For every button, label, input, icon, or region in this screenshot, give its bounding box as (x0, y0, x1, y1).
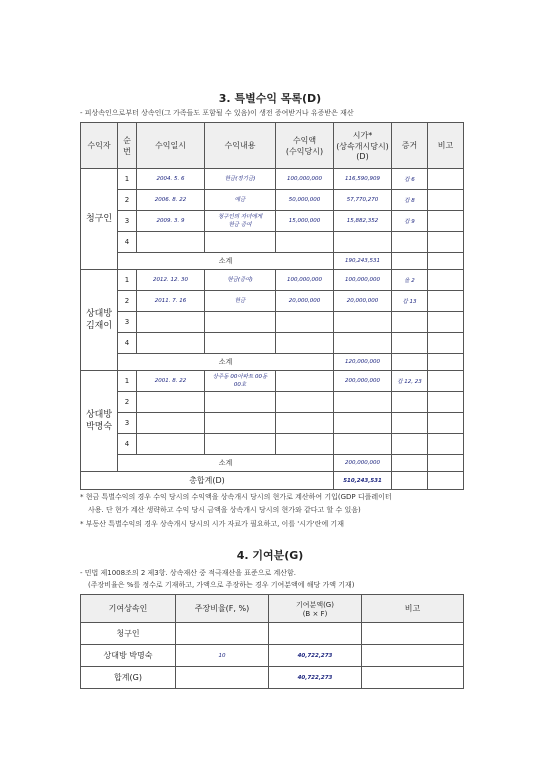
footnote-1a: * 현금 특별수익의 경우 수익 당시의 수익액을 상속개시 당시의 현가로 계산하여 기입(GDP 디플레이터 (80, 493, 392, 501)
row-date (137, 392, 205, 413)
contrib-header-amount: 기여분액(G) (B × F) (269, 595, 362, 623)
contrib-heir: 상대방 박명숙 (81, 645, 176, 667)
contrib-header-remark: 비고 (362, 595, 464, 623)
row-remark (428, 190, 464, 211)
row-seq: 3 (118, 312, 137, 333)
header-evidence: 증거 (392, 123, 428, 169)
row-amount (276, 392, 334, 413)
row-amount: 15,000,000 (276, 211, 334, 232)
row-content: 상주동 00아파트 00동 00호 (205, 371, 276, 392)
row-value: 116,590,909 (334, 169, 392, 190)
row-date (137, 413, 205, 434)
row-amount: 100,000,000 (276, 169, 334, 190)
footnote-2: * 부동산 특별수익의 경우 상속개시 당시의 시가 자료가 필요하고, 이를 '시가'란에 기재 (80, 520, 344, 528)
heir-name: 상대방 박명숙 (81, 371, 118, 472)
table-row (81, 270, 464, 291)
row-seq: 4 (118, 333, 137, 354)
row-seq: 3 (118, 413, 137, 434)
row-value: 100,000,000 (334, 270, 392, 291)
contribution-table (80, 594, 464, 689)
table-row (81, 190, 464, 211)
row-date (137, 434, 205, 455)
table-row (81, 211, 464, 232)
row-date: 2006. 8. 22 (137, 190, 205, 211)
table-row (81, 169, 464, 190)
row-evidence: 을 2 (392, 270, 428, 291)
row-amount: 50,000,000 (276, 190, 334, 211)
row-evidence: 갑 13 (392, 291, 428, 312)
table-row (81, 371, 464, 392)
row-content: 예금 (205, 190, 276, 211)
row-remark (428, 434, 464, 455)
subtotal-value: 190,243,531 (334, 253, 392, 270)
header-seq: 순 번 (118, 123, 137, 169)
subtotal-label: 소계 (118, 455, 334, 472)
row-content (205, 434, 276, 455)
row-value: 200,000,000 (334, 371, 392, 392)
row-seq: 2 (118, 291, 137, 312)
row-remark (428, 392, 464, 413)
row-content (205, 413, 276, 434)
row-amount (276, 232, 334, 253)
section4-note-2: (주장비율은 %를 정수로 기재하고, 가액으로 주장하는 경우 기여분액에 해당 가액 기재) (88, 581, 355, 589)
row-remark (428, 291, 464, 312)
row-value: 20,000,000 (334, 291, 392, 312)
row-value (334, 434, 392, 455)
row-evidence: 갑 9 (392, 211, 428, 232)
subtotal-label: 소계 (118, 354, 334, 371)
row-date (137, 312, 205, 333)
row-evidence: 갑 8 (392, 190, 428, 211)
row-date: 2004. 5. 6 (137, 169, 205, 190)
row-remark (428, 169, 464, 190)
subtotal-row (81, 354, 464, 371)
row-date: 2012. 12. 30 (137, 270, 205, 291)
contrib-total-value: 40,722,273 (269, 667, 362, 689)
row-date: 2009. 3. 9 (137, 211, 205, 232)
total-empty (428, 472, 464, 490)
heir-name: 상대방 김재이 (81, 270, 118, 371)
subtotal-value: 120,000,000 (334, 354, 392, 371)
header-amount: 수익액 (수익당시) (276, 123, 334, 169)
header-date: 수익일시 (137, 123, 205, 169)
contrib-total-label: 합계(G) (81, 667, 176, 689)
row-value: 15,882,352 (334, 211, 392, 232)
contrib-total-ratio (176, 667, 269, 689)
subtotal-empty (428, 455, 464, 472)
section3-title: 3. 특별수익 목록(D) (218, 92, 322, 105)
table-row (81, 392, 464, 413)
subtotal-empty (428, 253, 464, 270)
row-remark (428, 312, 464, 333)
row-date: 2001. 8. 22 (137, 371, 205, 392)
row-content (205, 232, 276, 253)
table-row (81, 434, 464, 455)
table-row (81, 645, 464, 667)
footnote-1b: 사용. 단 현가 계산 생략하고 수익 당시 금액을 상속개시 당시의 현가와 같다고 할 수 있음) (88, 506, 361, 514)
row-content (205, 392, 276, 413)
row-evidence (392, 392, 428, 413)
subtotal-value: 200,000,000 (334, 455, 392, 472)
row-content: 현금(증여) (205, 270, 276, 291)
header-heir: 수익자 (81, 123, 118, 169)
contrib-ratio (176, 623, 269, 645)
subtotal-empty (392, 253, 428, 270)
row-date (137, 333, 205, 354)
row-content: 현금(정기금) (205, 169, 276, 190)
table-row (81, 312, 464, 333)
row-remark (428, 333, 464, 354)
row-seq: 1 (118, 371, 137, 392)
special-income-table (80, 122, 464, 490)
heir-name: 청구인 (81, 169, 118, 270)
row-amount: 100,000,000 (276, 270, 334, 291)
table-row (81, 232, 464, 253)
contrib-remark (362, 645, 464, 667)
row-evidence: 갑 6 (392, 169, 428, 190)
row-seq: 2 (118, 392, 137, 413)
contrib-header-heir: 기여상속인 (81, 595, 176, 623)
subtotal-empty (392, 455, 428, 472)
row-evidence (392, 232, 428, 253)
row-remark (428, 371, 464, 392)
subtotal-label: 소계 (118, 253, 334, 270)
row-date: 2011. 7. 16 (137, 291, 205, 312)
row-amount (276, 371, 334, 392)
row-seq: 3 (118, 211, 137, 232)
contrib-total-row (81, 667, 464, 689)
table-row (81, 623, 464, 645)
section4-title: 4. 기여분(G) (236, 549, 304, 562)
subtotal-empty (392, 354, 428, 371)
contrib-total-remark (362, 667, 464, 689)
row-value (334, 413, 392, 434)
header-content: 수익내용 (205, 123, 276, 169)
row-content: 현금 (205, 291, 276, 312)
row-value (334, 232, 392, 253)
contrib-amount (269, 623, 362, 645)
subtotal-row (81, 253, 464, 270)
row-remark (428, 270, 464, 291)
contrib-heir: 청구인 (81, 623, 176, 645)
row-seq: 2 (118, 190, 137, 211)
section3-subtitle: - 피상속인으로부터 상속인(그 가족들도 포함될 수 있음)이 생전 증여받거나 유증받은 재산 (80, 109, 354, 117)
row-content (205, 333, 276, 354)
row-evidence (392, 413, 428, 434)
row-amount (276, 333, 334, 354)
row-seq: 4 (118, 232, 137, 253)
subtotal-row (81, 455, 464, 472)
row-value (334, 392, 392, 413)
row-evidence: 갑 12, 23 (392, 371, 428, 392)
subtotal-empty (428, 354, 464, 371)
total-label: 총합계(D) (81, 472, 334, 490)
table-row (81, 291, 464, 312)
header-value: 시가* (상속개시당시) (D) (334, 123, 392, 169)
header-remark: 비고 (428, 123, 464, 169)
row-evidence (392, 312, 428, 333)
row-remark (428, 211, 464, 232)
contrib-remark (362, 623, 464, 645)
table-row (81, 413, 464, 434)
section4-note-1: - 민법 제1008조의 2 제3항. 상속재산 중 적극재산을 표준으로 계산함. (80, 569, 297, 577)
row-seq: 1 (118, 169, 137, 190)
row-amount (276, 413, 334, 434)
row-value (334, 312, 392, 333)
contrib-header-ratio: 주장비율(F, %) (176, 595, 269, 623)
row-date (137, 232, 205, 253)
row-amount: 20,000,000 (276, 291, 334, 312)
row-seq: 1 (118, 270, 137, 291)
row-evidence (392, 333, 428, 354)
table-row (81, 333, 464, 354)
row-value: 57,770,270 (334, 190, 392, 211)
row-remark (428, 232, 464, 253)
row-amount (276, 434, 334, 455)
total-empty (392, 472, 428, 490)
row-seq: 4 (118, 434, 137, 455)
row-value (334, 333, 392, 354)
row-remark (428, 413, 464, 434)
row-content (205, 312, 276, 333)
row-content: 청구인의 자녀에게 현금 증여 (205, 211, 276, 232)
contrib-amount: 40,722,273 (269, 645, 362, 667)
total-value: 510,243,531 (334, 472, 392, 490)
total-row (81, 472, 464, 490)
row-amount (276, 312, 334, 333)
row-evidence (392, 434, 428, 455)
contrib-ratio: 10 (176, 645, 269, 667)
